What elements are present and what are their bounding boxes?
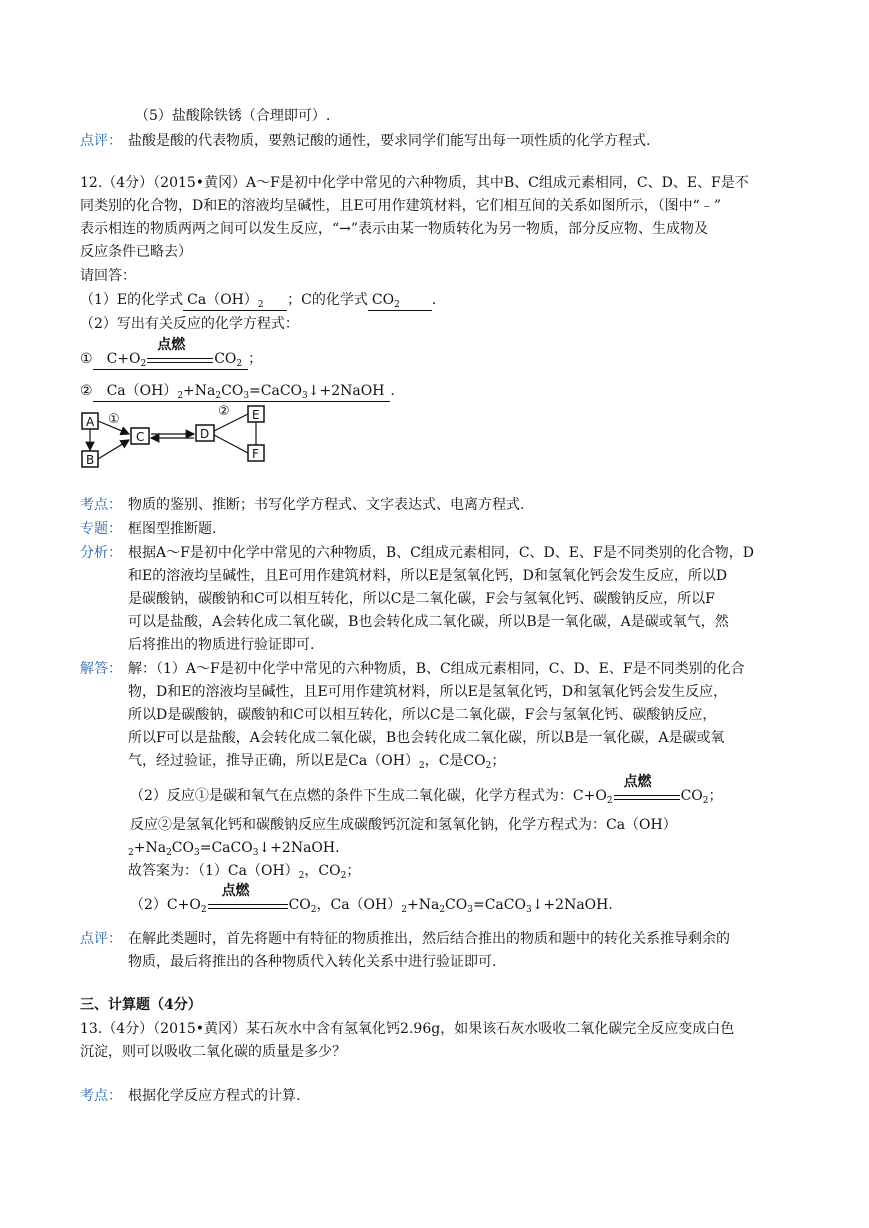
final-answer-2: $(2)C+O_2$ 点燃 $CO_2$，$Ca(OH)_2+Na_2CO_3=CaCO_3↓+2NaOH$. [130, 883, 613, 915]
q13-kaodian-text: 根据化学反应方程式的计算. [128, 1088, 301, 1104]
kaodian-label: 考点： [80, 497, 122, 513]
kaodian-text: 物质的鉴别、推断；书写化学方程式、文字表达式、电离方程式. [128, 497, 525, 513]
node-a: A [86, 415, 95, 429]
fenxi-line: 是碳酸钠，碳酸钠和C可以相互转化，所以C是二氧化碳，F会与氢氧化钙、碳酸钠反应，所以F [128, 591, 715, 607]
q12-stem-2: 同类别的化合物，D和E的溶液均呈碱性，且E可用作建筑材料，它们相互间的关系如图所示，（图中“﹣” [80, 198, 721, 214]
q12-stem-4: 反应条件已略去） [80, 244, 192, 260]
fenxi-line: 和E的溶液均呈碱性，且E可用作建筑材料，所以E是氢氧化钙，D和氢氧化钙会发生反应，所以D [128, 568, 728, 584]
node-f: F [252, 447, 259, 461]
q12-part2: （2）写出有关反应的化学方程式： [80, 316, 299, 332]
jieda-line: 物，D和E的溶液均呈碱性，且E可用作建筑材料，所以E是氢氧化钙，D和氢氧化钙会发生反应， [128, 684, 728, 700]
fenxi-line: 根据A～F是初中化学中常见的六种物质，B、C组成元素相同，C、D、E、F是不同类别的化合物，D [128, 545, 754, 561]
q12-part1: （1）E的化学式 $Ca(OH)_2$ ；C的化学式 $CO_2$ . [80, 292, 437, 310]
jieda-line: 解：（1）A～F是初中化学中常见的六种物质，B、C组成元素相同，C、D、E、F是不同类别的化合 [128, 661, 745, 677]
fenxi-line: 可以是盐酸，A会转化成二氧化碳，B也会转化成二氧化碳，所以B是一氧化碳，A是碳或氧气，然 [128, 614, 729, 630]
section-3-title: 三、计算题（4分） [80, 997, 202, 1013]
review-text: 盐酸是酸的代表物质，要熟记酸的通性，要求同学们能写出每一项性质的化学方程式. [128, 133, 651, 149]
reaction-2-equation: $_2+Na_2CO_3=CaCO_3↓+2NaOH$. [128, 840, 340, 858]
jieda-label: 解答： [80, 661, 122, 677]
final-answer-1: 故答案为：$(1)Ca(OH)_2$，$CO_2$； [128, 863, 361, 881]
mark-1: ① [108, 412, 120, 427]
jieda-line: 所以F可以是盐酸，A会转化成二氧化碳，B也会转化成二氧化碳，所以B是一氧化碳，A是碳或氧 [128, 730, 725, 746]
node-d: D [200, 427, 210, 441]
reaction-2-explain: 反应②是氢氧化钙和碳酸钠反应生成碳酸钙沉淀和氢氧化钠，化学方程式为：Ca（OH） [130, 817, 677, 833]
zhuanti-text: 框图型推断题. [128, 521, 217, 537]
jieda-line: 所以D是碳酸钠，碳酸钠和C可以相互转化，所以C是二氧化碳，F会与氢氧化钙、碳酸钠反应， [128, 707, 717, 723]
node-b: B [86, 453, 95, 467]
q13-kaodian-label: 考点： [80, 1088, 122, 1104]
fenxi-label: 分析： [80, 545, 122, 561]
q12-stem-1: 12.（4分）（2015•黄冈）A～F是初中化学中常见的六种物质，其中B、C组成元素相同，C、D、E、F是不 [80, 175, 749, 191]
jieda-line-last: 气，经过验证，推导正确，所以E是$Ca(OH)_2$，C是$CO_2$； [128, 753, 506, 771]
c-formula-answer: $CO_2$ [368, 290, 432, 311]
q13-stem-1: 13.（4分）（2015•黄冈）某石灰水中含有氢氧化钙2.96g，如果该石灰水吸收二氧化碳完全反应变成白色 [80, 1021, 735, 1037]
dianping-label: 点评： [80, 931, 122, 947]
reaction-1-explain: （2）反应①是碳和氧气在点燃的条件下生成二氧化碳，化学方程式为：$C+O_2$ 点燃 $CO_2$； [130, 774, 723, 806]
node-e: E [252, 408, 260, 422]
equation-2: ② $Ca(OH)_2+Na_2CO_3=CaCO_3↓+2NaOH$ . [80, 383, 395, 401]
zhuanti-label: 专题： [80, 521, 122, 537]
fenxi-line: 后将推出的物质进行验证即可. [128, 637, 315, 653]
q12-ask: 请回答： [80, 268, 136, 284]
equation-1: ① $C+O_2$ 点燃 $CO_2$ ； [80, 337, 263, 369]
q13-stem-2: 沉淀，则可以吸收二氧化碳的质量是多少？ [80, 1044, 346, 1060]
dianping-line: 在解此类题时，首先将题中有特征的物质推出，然后结合推出的物质和题中的转化关系推导剩余的 [128, 931, 730, 947]
e-formula-answer: $Ca(OH)_2$ [183, 290, 287, 311]
condition-ignite: 点燃 [147, 349, 213, 365]
node-c: C [136, 430, 145, 444]
answer-line-5: （5）盐酸除铁锈（合理即可）. [135, 108, 331, 124]
dianping-line: 物质，最后将推出的各种物质代入转化关系中进行验证即可. [128, 954, 497, 970]
relation-diagram [78, 403, 278, 473]
review-label: 点评： [80, 133, 122, 149]
q12-stem-3: 表示相连的物质两两之间可以发生反应，“→”表示由某一物质转化为另一物质，部分反应物、生成物及 [80, 221, 709, 237]
mark-2: ② [218, 404, 230, 419]
